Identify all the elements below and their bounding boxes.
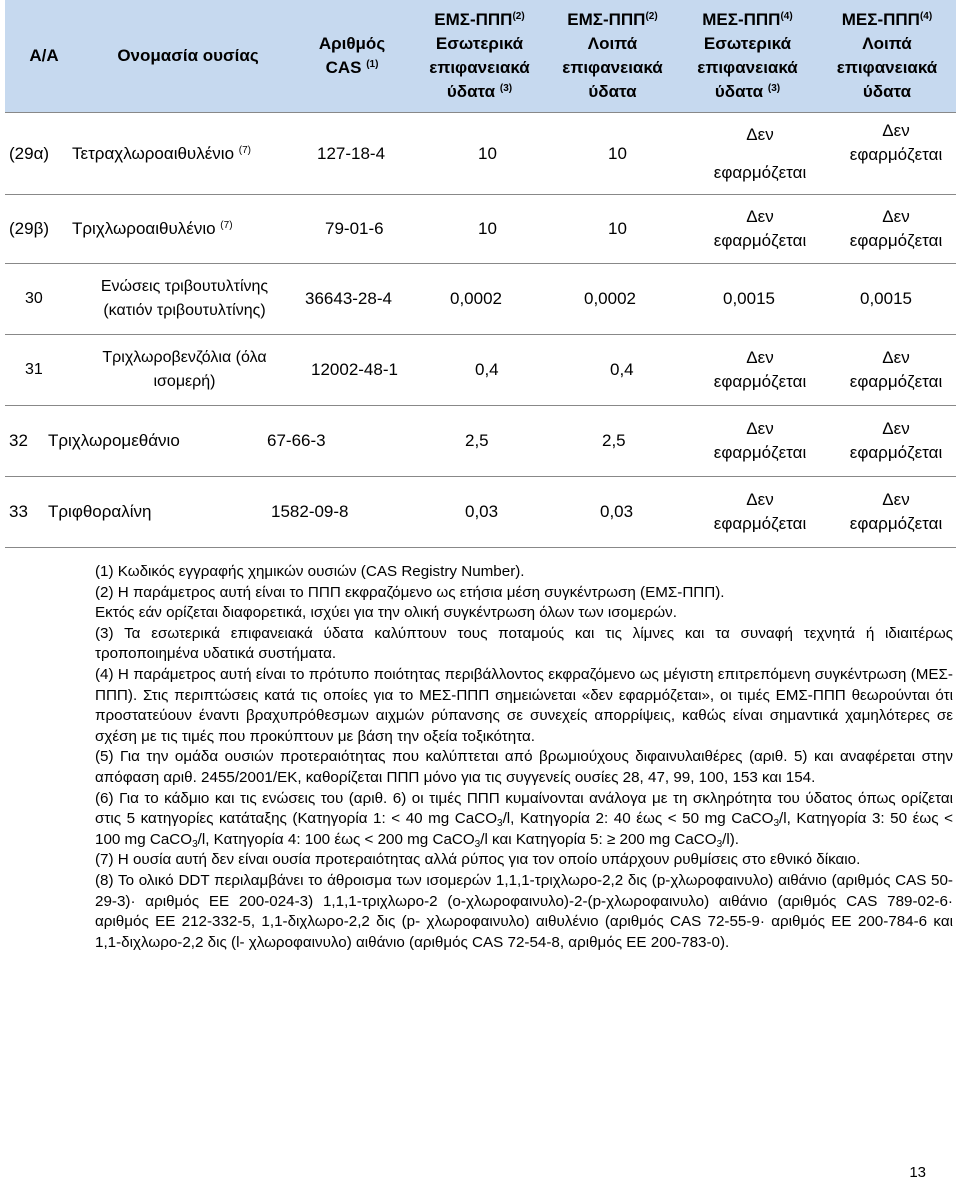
- row-value-2: 0,03: [600, 502, 634, 521]
- header-col4: ΜΕΣ-ΠΠΠ$^{(4)}$ Λοιπά επιφανειακά ύδατα: [836, 10, 938, 101]
- footnote-4: (4) Η παράμετρος αυτή είναι το πρότυπο ποιότητας περιβάλλοντος εκφραζόμενο ως μέγιστη επιτρεπόμενη συγκέντρωση (ΜΕΣ-ΠΠΠ). Στις περιπτώσεις κατά τις οποίες για το ΜΕΣ-ΠΠΠ σημειώνεται «δεν εφαρμόζεται», οι τιμές ΕΜΣ-ΠΠΠ θεωρούνται ότι προστατεύουν έναντι βραχυπρόθεσμων αιχμών ρύπανσης σε συνεχείς απορρίψεις, καθώς είναι σημαντικά χαμηλότερες σε σχέση με τις τιμές που προκύπτουν με βάση την οξεία τοξικότητα.: [95, 665, 953, 745]
- footnote-6: (6) Για το κάδμιο και τις ενώσεις του (αριθ. 6) οι τιμές ΠΠΠ κυμαίνονται ανάλογα με τη σκληρότητα του ύδατος όπως ορίζεται στις 5 κατηγορίες κατάταξης (Κατηγορία 1: < 40 mg CaCO$_3$/l, Κατηγορία 2: 40 έως < 50 mg CaCO$_3$/l, Κατηγορία 3: 50 έως < 100 mg CaCO$_3$/l, Κατηγορία 4: 100 έως < 200 mg CaCO$_3$/l και Κατηγορία 5: ≥ 200 mg CaCO$_3$/l).: [95, 789, 954, 850]
- footnote-8: (8) Το ολικό DDT περιλαμβάνει το άθροισμα των ισομερών 1,1,1-τριχλωρο-2,2 δις (p-χλωροφαινυλο) αιθάνιο (αριθμός CAS 50-29-3)· αριθμός ΕΕ 200-024-3) 1,1,1-τριχλωρο-2 (o-χλωροφαινυλο)-2-(p-χλωροφαινυλο) αιθάνιο (αριθμός CAS 789-02-6· αριθμός ΕΕ 212-332-5, 1,1-διχλωρο-2,2 δις (p- χλωροφαινυλο) αιθυλένιο (αριθμός CAS 72-55-9· αριθμός ΕΕ 200-784-6 και 1,1-διχλωρο-2,2 δις (l- χλωροφαινυλο) αιθάνιο (αριθμός CAS 72-54-8, αριθμός ΕΕ 200-783-0).: [95, 871, 953, 951]
- footnote-3: (3) Τα εσωτερικά επιφανειακά ύδατα καλύπτουν τους ποταμούς και τις λίμνες και τα συναφή τεχνητά ή ιδιαιτέρως τροποποιημένα υδατικά συστήματα.: [95, 624, 953, 663]
- page-number: 13: [909, 1164, 926, 1181]
- row-aa: 32: [9, 431, 28, 450]
- footnote-2-cont: Εκτός εάν ορίζεται διαφορετικά, ισχύει για την ολική συγκέντρωση όλων των ισομερών.: [95, 604, 677, 622]
- row-value-1: 2,5: [465, 431, 489, 450]
- table-row: [5, 335, 956, 406]
- row-cas: 127-18-4: [317, 143, 386, 163]
- row-name: Τριχλωροαιθυλένιο $^{(7)}$: [72, 219, 233, 238]
- row-value-2: 0,4: [610, 360, 634, 379]
- row-value-4: 0,0015: [860, 289, 912, 308]
- row-aa: 33: [9, 502, 28, 521]
- row-value-3: Δεν εφαρμόζεται: [713, 490, 807, 533]
- header-col1: ΕΜΣ-ΠΠΠ$^{(2)}$ Εσωτερικά επιφανειακά ύδατα $^{(3)}$: [429, 10, 530, 101]
- row-value-4: Δεν εφαρμόζεται: [849, 419, 943, 462]
- table-row: [5, 195, 956, 264]
- row-value-4: Δεν εφαρμόζεται: [849, 490, 943, 533]
- row-aa: 31: [25, 361, 43, 378]
- row-value-3: Δεν εφαρμόζεται: [713, 348, 807, 391]
- table-row: [5, 264, 956, 335]
- header-aa: Α/Α: [29, 46, 59, 65]
- row-aa: 30: [25, 290, 43, 307]
- table-row: [5, 406, 956, 477]
- header-name: Ονομασία ουσίας: [117, 46, 259, 65]
- row-value-2: 10: [608, 219, 627, 238]
- row-value-2: 10: [608, 143, 627, 163]
- row-name: Τετραχλωροαιθυλένιο $^{(7)}$: [72, 143, 252, 163]
- row-name: Τριχλωρομεθάνιο: [48, 431, 180, 450]
- footnote-2: (2) Η παράμετρος αυτή είναι το ΠΠΠ εκφραζόμενο ως ετήσια μέση συγκέντρωση (ΕΜΣ-ΠΠΠ).: [95, 583, 725, 601]
- row-cas: 36643-28-4: [305, 289, 392, 308]
- footnote-5: (5) Για την ομάδα ουσιών προτεραιότητας που καλύπτεται από βρωμιούχους διφαινυλαιθέρες (αριθ. 5) και αναφέρεται στην απόφαση αριθ. 2455/2001/ΕΚ, καθορίζεται ΠΠΠ μόνο για τις συγγενείς ουσίες 28, 47, 99, 100, 153 και 154.: [95, 748, 953, 786]
- row-value-1: 0,03: [465, 502, 499, 521]
- row-aa: (29α): [9, 143, 50, 163]
- row-cas: 67-66-3: [267, 431, 326, 450]
- row-name: Τριχλωροβενζόλια (όλα ισομερή): [102, 349, 267, 390]
- header-cas: Αριθμός CAS $^{(1)}$: [318, 34, 386, 77]
- row-name: Τριφθοραλίνη: [48, 502, 152, 521]
- table-header: [5, 0, 956, 113]
- header-col3: ΜΕΣ-ΠΠΠ$^{(4)}$ Εσωτερικά επιφανειακά ύδατα $^{(3)}$: [697, 10, 798, 101]
- footnotes: [95, 562, 953, 953]
- row-value-4: Δεν εφαρμόζεται: [849, 207, 943, 250]
- row-value-3: Δεν εφαρμόζεται: [713, 207, 807, 250]
- row-value-2: 2,5: [602, 431, 626, 450]
- row-value-2: 0,0002: [584, 289, 636, 308]
- row-cas: 79-01-6: [325, 219, 384, 238]
- row-value-4: Δεν εφαρμόζεται: [849, 348, 943, 391]
- standards-table: [5, 0, 956, 548]
- row-cas: 12002-48-1: [311, 360, 398, 379]
- row-value-1: 10: [478, 219, 497, 238]
- row-value-1: 10: [478, 143, 497, 163]
- row-value-1: 0,0002: [450, 289, 502, 308]
- row-value-3: 0,0015: [723, 289, 775, 308]
- row-value-3: Δεν εφαρμόζεται: [713, 419, 807, 462]
- footnote-1: (1) Κωδικός εγγραφής χημικών ουσιών (CAS Registry Number).: [95, 563, 525, 580]
- row-name: Ενώσεις τριβουτυλτίνης (κατιόν τριβουτυλτίνης): [100, 278, 269, 319]
- table-row: [5, 113, 956, 195]
- header-col2: ΕΜΣ-ΠΠΠ$^{(2)}$ Λοιπά επιφανειακά ύδατα: [562, 10, 663, 101]
- row-cas: 1582-09-8: [271, 502, 349, 521]
- row-aa: (29β): [9, 219, 50, 238]
- row-value-3: Δεν εφαρμόζεται: [713, 124, 807, 182]
- footnote-7: (7) Η ουσία αυτή δεν είναι ουσία προτεραιότητας αλλά ρύπος για τον οποίο υπάρχουν ρυθμίσεις στο εθνικό δίκαιο.: [95, 851, 861, 869]
- row-value-4: Δεν εφαρμόζεται: [849, 121, 943, 164]
- table-row: [5, 477, 956, 548]
- row-value-1: 0,4: [475, 360, 499, 379]
